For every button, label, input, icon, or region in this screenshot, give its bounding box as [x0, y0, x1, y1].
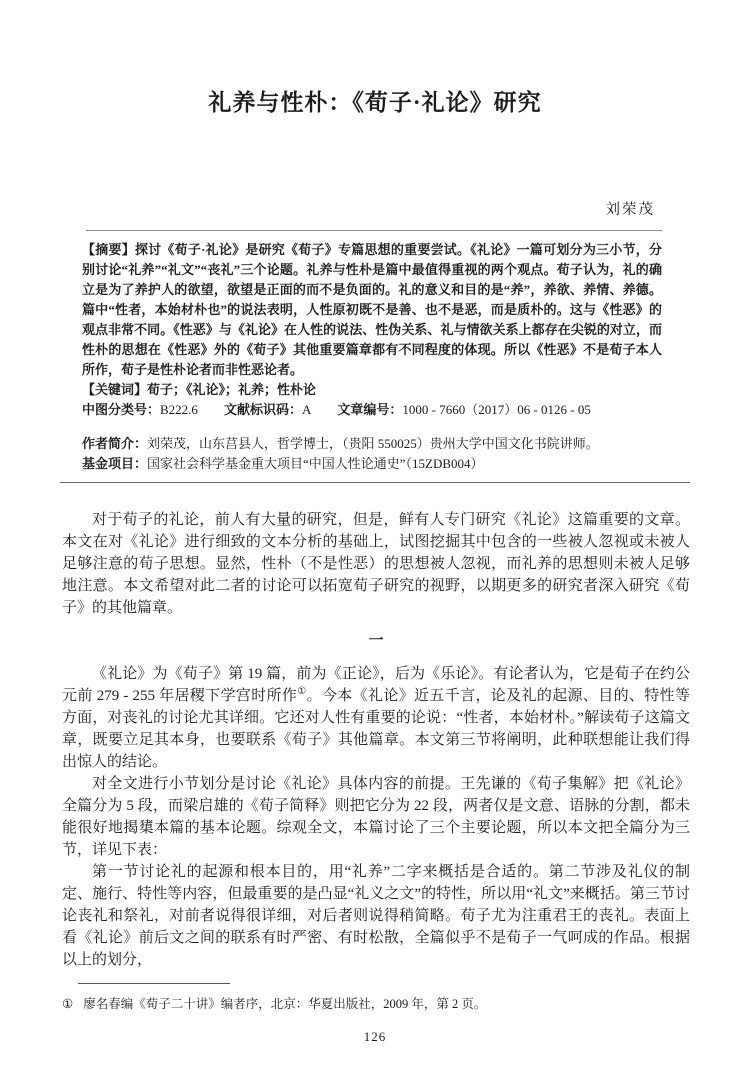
doc-code-value: A	[301, 402, 312, 417]
footnote-ref: ①	[297, 686, 307, 697]
abstract	[82, 240, 662, 380]
keywords	[82, 380, 662, 400]
author-bio	[82, 434, 662, 454]
section-heading: 一	[368, 633, 384, 649]
keywords-label: 【关键词】	[82, 382, 148, 397]
body-paragraph: 第一节讨论礼的起源和根本目的，用“礼养”二字来概括是合适的。第二节涉及礼仪的制定、施行、特性等内容，但最重要的是凸显“礼义之文”的特性，所以用“礼文”来概括。第三节讨论丧礼和祭礼，对前者说得很详细，对后者则说得稍简略。荀子尤为注重君王的丧礼。表面上看《礼论》前后文之间的联系有时严密、有时松散，全篇似乎不是荀子一气呵成的作品。根据以上的划分，	[62, 864, 690, 968]
article-no-value: 1000 - 7660（2017）06 - 0126 - 05	[402, 402, 591, 417]
front-matter-bottom-divider	[60, 482, 690, 483]
abstract-text: 探讨《荀子·礼论》是研究《荀子》专篇思想的重要尝试。《礼论》一篇可划分为三小节，分别讨论“礼养”“礼文”“丧礼”三个论题。礼养与性朴是篇中最值得重视的两个观点。荀子认为，礼的确立是为了养护人的欲望，欲望是正面的而不是负面的。礼的意义和目的是“养”，养欲、养情、养德。篇中“性者，本始材朴也”的说法表明，人性原初既不是善、也不是恶，而是质朴的。这与《性恶》的观点非常不同。《性恶》与《礼论》在人性的说法、性伪关系、礼与情欲关系上都存在尖锐的对立，而性朴的思想在《性恶》外的《荀子》其他重要篇章都有不同程度的体现。所以《性恶》不是荀子本人所作，荀子是性朴论者而非性恶论者。	[82, 242, 662, 377]
author-bio-label: 作者简介：	[82, 436, 148, 451]
article-title: 礼养与性朴：《荀子·礼论》研究	[208, 90, 542, 115]
keywords-text: 荀子；《礼论》；礼养；性朴论	[147, 382, 317, 397]
footnote-marker: ①	[62, 997, 74, 1011]
clc-label: 中图分类号：	[82, 402, 161, 417]
fund-text: 国家社会科学基金重大项目“中国人性论通史”（15ZDB004）	[147, 456, 484, 471]
abstract-label: 【摘要】	[82, 242, 135, 257]
journal-page	[0, 88, 750, 1088]
footnote-text: 廖名春编《荀子二十讲》编者序，北京：华夏出版社，2009 年，第 2 页。	[83, 997, 487, 1011]
front-matter-top-divider	[86, 230, 662, 231]
front-matter	[82, 240, 662, 474]
footnote-divider	[78, 983, 230, 984]
doc-code-label: 文献标识码：	[223, 402, 302, 417]
author-name: 刘荣茂	[605, 202, 655, 218]
fund-label: 基金项目：	[82, 456, 148, 471]
footnote	[62, 995, 690, 1013]
clc-value: B222.6	[160, 402, 198, 417]
classification-line	[82, 400, 662, 420]
fund-project	[82, 454, 662, 474]
author-bio-text: 刘荣茂，山东莒县人，哲学博士，（贵阳 550025）贵州大学中国文化书院讲师。	[147, 436, 599, 451]
body-paragraph: 《礼论》为《荀子》第 19 篇，前为《正论》，后为《乐论》。有论者认为，它是荀子在约公元前 279 - 255 年居稷下学宫时所作①。今本《礼论》近五千言，论及礼的起源、目的、特性等方面，对丧礼的讨论尤其详细。它还对人性有重要的论说：“性者，本始材朴。”解读荀子这篇文章，既要立足其本身，也要联系《荀子》其他篇章。本文第三节将阐明，此种联想能让我们得出惊人的结论。	[62, 666, 691, 770]
page-number: 126	[363, 1029, 387, 1044]
article-no-label: 文章编号：	[337, 402, 403, 417]
article-body	[62, 509, 690, 971]
author-bio-block	[82, 434, 662, 474]
body-paragraph: 对于荀子的礼论，前人有大量的研究，但是，鲜有人专门研究《礼论》这篇重要的文章。本文在对《礼论》进行细致的文本分析的基础上，试图挖掘其中包含的一些被人忽视或未被人足够注意的荀子思想。显然，性朴（不是性恶）的思想被人忽视，而礼养的思想则未被人足够地注意。本文希望对此二者的讨论可以拓宽荀子研究的视野，以期更多的研究者深入研究《荀子》的其他篇章。	[62, 512, 690, 616]
body-paragraph: 对全文进行小节划分是讨论《礼论》具体内容的前提。王先谦的《荀子集解》把《礼论》全篇分为 5 段，而梁启雄的《荀子简释》则把它分为 22 段，两者仅是文意、语脉的分割，都未能很好地揭橥本篇的基本论题。综观全文，本篇讨论了三个主要论题，所以本文把全篇分为三节，详见下表：	[62, 776, 690, 858]
